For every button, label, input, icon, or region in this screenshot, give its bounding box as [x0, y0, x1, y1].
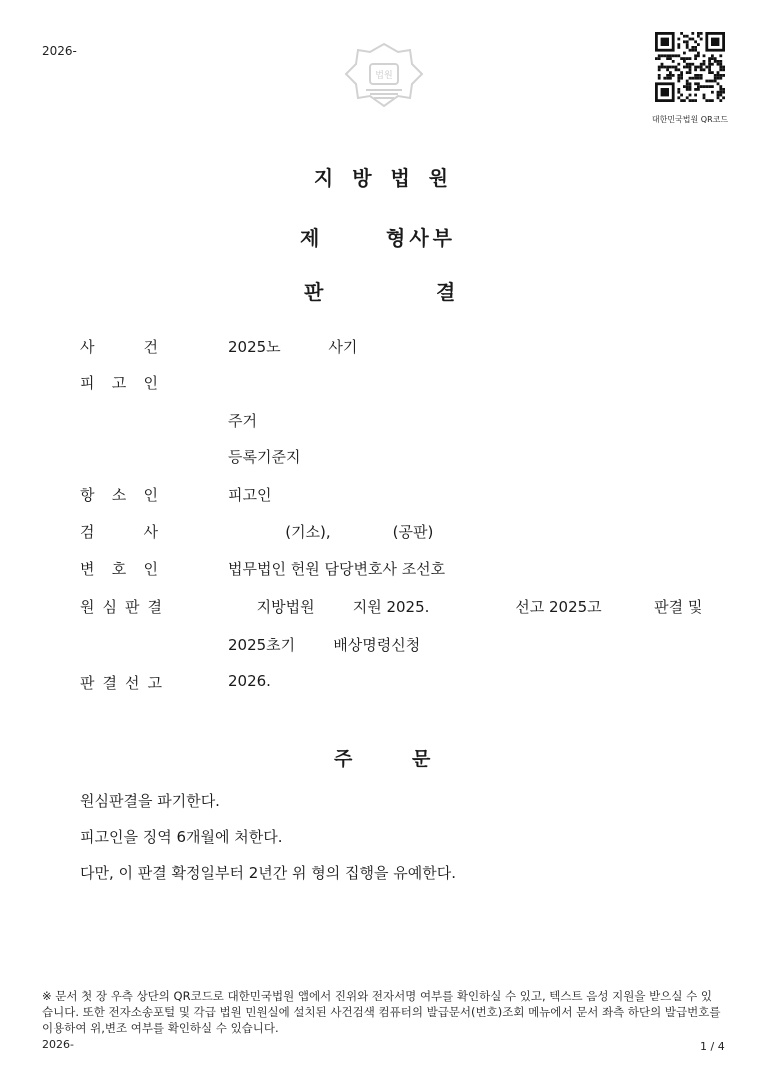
qr-code-icon	[655, 32, 725, 102]
field-label	[80, 521, 158, 542]
division-prefix: 제	[300, 226, 320, 250]
verdict-title-right: 결	[436, 280, 456, 304]
emblem-text: 법원	[375, 71, 393, 81]
field-label-char: 소	[111, 486, 127, 504]
field-value: 등록기준지	[228, 448, 301, 466]
field-label-char: 검	[80, 523, 95, 541]
field-label	[80, 672, 162, 693]
document-number-top: 2026-	[42, 44, 77, 58]
qr-caption: 대한민국법원 QR코드	[651, 115, 729, 124]
field-label-char: 사	[80, 338, 95, 356]
field-label	[80, 596, 162, 617]
field-label-char: 심	[102, 598, 117, 616]
field-label-char: 판	[125, 598, 140, 616]
verdict-title-left: 판	[304, 280, 324, 304]
field-label	[80, 372, 158, 393]
field-label-char: 인	[143, 486, 158, 504]
field-label-char: 호	[111, 560, 127, 578]
field-label-char: 결	[102, 674, 117, 692]
field-label	[80, 484, 158, 505]
field-label-char: 항	[80, 486, 95, 504]
field-label-char: 원	[80, 598, 95, 616]
field-label-char: 선	[125, 674, 140, 692]
division-name: 형사부	[386, 226, 456, 250]
field-label-char: 인	[143, 374, 158, 392]
field-value: (기소), (공판)	[228, 523, 434, 541]
field-label-char: 사	[143, 523, 158, 541]
field-label-char: 판	[80, 674, 95, 692]
court-name: 지 방 법 원	[313, 166, 455, 190]
field-value: 주거	[228, 412, 257, 430]
order-line: 다만, 이 판결 확정일부터 2년간 위 형의 집행을 유예한다.	[80, 864, 457, 882]
field-label-char: 피	[80, 374, 95, 392]
field-label	[80, 336, 158, 357]
field-label-char: 인	[143, 560, 158, 578]
field-label-char: 변	[80, 560, 95, 578]
verification-notice: ※ 문서 첫 장 우측 상단의 QR코드로 대한민국법원 앱에서 진위와 전자서명 여부를 확인하실 수 있고, 텍스트 음성 지원을 받으실 수 있습니다. 또한 전자소송포털 및 각급 법원 민원실에 설치된 사건검색 컴퓨터의 발급문서(번호)조회 메뉴에서 문서 좌측 하단의 발급번호를 이용하여 위,변조 여부를 확인하실 수 있습니다.	[42, 989, 721, 1035]
field-label	[80, 558, 158, 579]
field-value: 지방법원 지원 2025. 선고 2025고 판결 및	[228, 598, 703, 616]
page-number: 1 / 4	[700, 1040, 725, 1053]
field-value: 2026.	[228, 672, 271, 690]
order-heading-left: 주	[334, 748, 353, 770]
field-value: 2025초기 배상명령신청	[228, 636, 421, 654]
field-label-char: 결	[147, 598, 162, 616]
field-value: 2025노 사기	[228, 338, 358, 356]
order-heading-right: 문	[412, 748, 431, 770]
field-value: 피고인	[228, 486, 272, 504]
field-value: 법무법인 헌원 담당변호사 조선호	[228, 560, 446, 578]
field-label-char: 건	[143, 338, 158, 356]
field-label-char: 고	[111, 374, 127, 392]
court-emblem-icon	[340, 40, 428, 110]
field-label-char: 고	[147, 674, 162, 692]
order-line: 원심판결을 파기한다.	[80, 792, 220, 810]
order-line: 피고인을 징역 6개월에 처한다.	[80, 828, 283, 846]
document-number-bottom: 2026-	[42, 1038, 74, 1051]
